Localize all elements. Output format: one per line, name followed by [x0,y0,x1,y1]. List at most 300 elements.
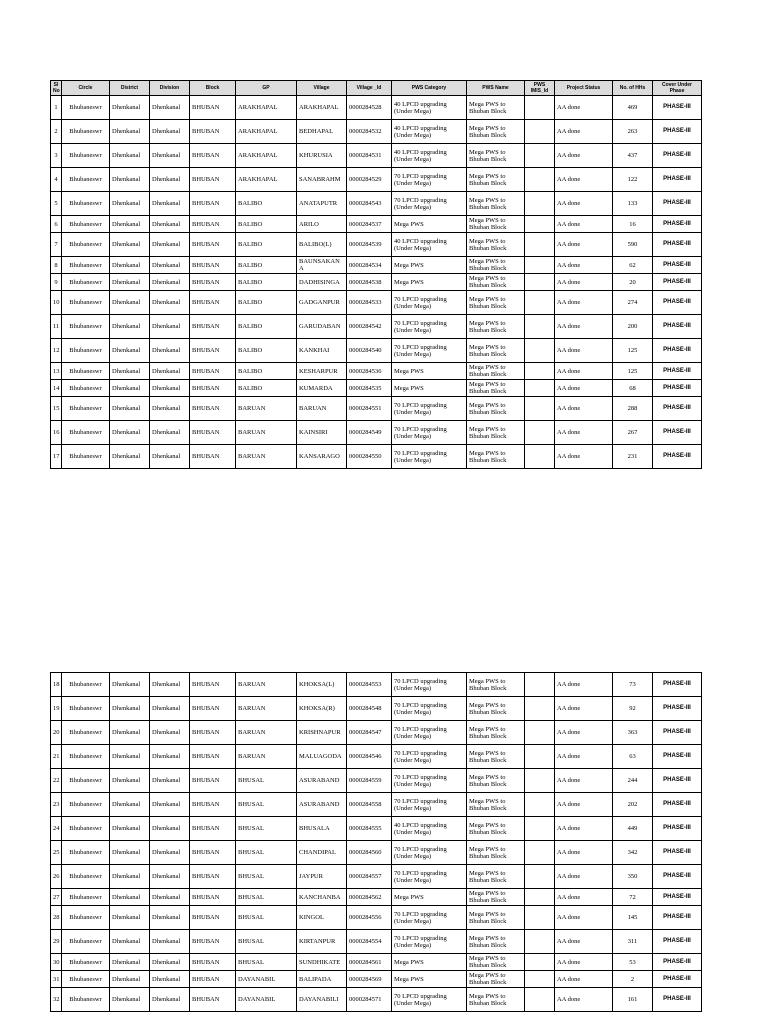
table-row [51,233,702,257]
table-cell: 0000284536 [347,363,392,380]
table-cell: BHUBAN [190,363,236,380]
table-cell: AA done [555,421,613,445]
table-row [51,144,702,168]
table-cell [525,315,555,339]
table-cell [525,988,555,1012]
table-cell: 40 LPCD upgrading (Under Mega) [392,144,467,168]
table-cell: Mega PWS to Bhuban Block [467,257,525,274]
table-cell: Dhenkanal [110,954,150,971]
table-cell: 469 [613,96,653,120]
table-cell: 15 [51,397,62,421]
table-cell: Dhenkanal [110,257,150,274]
table-cell: KINGOL [297,906,347,930]
table-cell [525,817,555,841]
table-cell: 70 LPCD upgrading (Under Mega) [392,865,467,889]
table-cell: BHUBAN [190,291,236,315]
table-cell: Dhenkanal [150,339,190,363]
table-cell: 0000284529 [347,168,392,192]
table-cell: ARAKHAPAL [236,96,297,120]
table-cell [525,363,555,380]
table-cell: BHUBAN [190,988,236,1012]
table-cell: Dhenkanal [110,971,150,988]
table-cell: Dhenkanal [150,315,190,339]
table-cell: 31 [51,971,62,988]
table-cell: AA done [555,841,613,865]
table-cell: Dhenkanal [110,673,150,697]
table-cell [525,865,555,889]
table-cell: Dhenkanal [110,216,150,233]
column-header: Project Status [555,81,613,96]
table-cell: Dhenkanal [110,380,150,397]
table-row [51,745,702,769]
table-cell: KIRTANPUR [297,930,347,954]
table-cell: Dhenkanal [110,769,150,793]
table-cell: 70 LPCD upgrading (Under Mega) [392,315,467,339]
table-cell: Mega PWS to Bhuban Block [467,793,525,817]
table-cell: Mega PWS to Bhuban Block [467,96,525,120]
table-cell: PHASE-III [653,274,702,291]
table-cell: Mega PWS [392,363,467,380]
table-cell: Mega PWS [392,274,467,291]
table-cell: Mega PWS [392,257,467,274]
table-cell: BHUSALA [297,817,347,841]
table-cell: 10 [51,291,62,315]
table-cell: 0000284558 [347,793,392,817]
table-cell: ANATAPUTR [297,192,347,216]
table-cell: BHUBAN [190,721,236,745]
table-cell: PHASE-III [653,291,702,315]
table-cell: Mega PWS to Bhuban Block [467,380,525,397]
table-cell: 449 [613,817,653,841]
table-cell: Dhenkanal [150,697,190,721]
table-cell: 0000284535 [347,380,392,397]
table-cell: AA done [555,291,613,315]
table-cell: Mega PWS to Bhuban Block [467,906,525,930]
table-cell [525,673,555,697]
table-cell: 22 [51,769,62,793]
table-cell: Dhenkanal [110,889,150,906]
table-cell: Dhenkanal [110,930,150,954]
table-cell: PHASE-III [653,769,702,793]
table-cell [525,971,555,988]
table-cell: ARAKHAPAL [236,144,297,168]
table-cell: Dhenkanal [150,841,190,865]
table-cell: Dhenkanal [150,817,190,841]
table-cell: 0000284533 [347,291,392,315]
table-cell: 200 [613,315,653,339]
table-row [51,954,702,971]
table-cell: 92 [613,697,653,721]
table-cell: 18 [51,673,62,697]
table-cell: Bhubaneswr [62,257,110,274]
table-cell: 145 [613,906,653,930]
table-cell: 25 [51,841,62,865]
table-cell: Dhenkanal [150,168,190,192]
table-row [51,865,702,889]
column-header: Division [150,81,190,96]
table-cell: ARAKHAPAL [297,96,347,120]
table-cell: AA done [555,144,613,168]
table-cell: BHUBAN [190,673,236,697]
table-cell: BALIBO [236,216,297,233]
column-header: PWS Name [467,81,525,96]
table-cell: BHUBAN [190,817,236,841]
table-cell: BHUSAL [236,865,297,889]
table-cell: Bhubaneswr [62,697,110,721]
table-cell: Dhenkanal [150,673,190,697]
table-cell: Dhenkanal [150,120,190,144]
table-cell: BHUSAL [236,793,297,817]
table-cell: Bhubaneswr [62,954,110,971]
table-cell [525,954,555,971]
table-cell: Bhubaneswr [62,906,110,930]
table-cell: 0000284543 [347,192,392,216]
table-cell: Dhenkanal [110,144,150,168]
table-cell: 14 [51,380,62,397]
table-cell: PHASE-III [653,988,702,1012]
table-cell [525,421,555,445]
table-cell: Dhenkanal [110,274,150,291]
table-cell: Mega PWS to Bhuban Block [467,315,525,339]
table-cell: 0000284556 [347,906,392,930]
table-cell: Bhubaneswr [62,445,110,469]
table-cell: Bhubaneswr [62,721,110,745]
table-cell: PHASE-III [653,339,702,363]
table-cell: 26 [51,865,62,889]
table-cell [525,745,555,769]
header-row [51,81,702,96]
table-cell: DAYANABIL [236,971,297,988]
table-cell: KANKHAI [297,339,347,363]
table-cell: 0000284562 [347,889,392,906]
table-cell: Mega PWS to Bhuban Block [467,339,525,363]
table-cell: Dhenkanal [110,988,150,1012]
table-cell: BHUBAN [190,769,236,793]
table-cell: PHASE-III [653,421,702,445]
table-cell: 0000284542 [347,315,392,339]
table-cell: 24 [51,817,62,841]
table-cell: Dhenkanal [110,96,150,120]
table-cell: Bhubaneswr [62,817,110,841]
table-cell: DAYANABILI [297,988,347,1012]
table-cell: AA done [555,363,613,380]
table-cell: BHUBAN [190,216,236,233]
table-cell: CHANDIPAL [297,841,347,865]
table-cell: Dhenkanal [150,257,190,274]
table-cell: BARUAN [236,421,297,445]
table-cell: BHUSAL [236,841,297,865]
table-cell: 342 [613,841,653,865]
table-cell: KRISHNAPUR [297,721,347,745]
table-cell [525,144,555,168]
table-cell: Dhenkanal [110,841,150,865]
table-cell: PHASE-III [653,930,702,954]
table-cell [525,274,555,291]
table-cell: PHASE-III [653,817,702,841]
table-cell: BARUAN [297,397,347,421]
table-cell: Dhenkanal [110,168,150,192]
column-header: Block [190,81,236,96]
table-cell: 311 [613,930,653,954]
table-cell: Bhubaneswr [62,216,110,233]
table-cell: Mega PWS [392,380,467,397]
table-cell: Dhenkanal [150,291,190,315]
table-cell: 9 [51,274,62,291]
table-cell: Mega PWS to Bhuban Block [467,769,525,793]
table-cell: Mega PWS to Bhuban Block [467,841,525,865]
table-cell: 17 [51,445,62,469]
table-cell [525,120,555,144]
table-cell: BALIBO(L) [297,233,347,257]
table-cell: KAINSIRI [297,421,347,445]
table-row [51,339,702,363]
table-cell: AA done [555,397,613,421]
table-cell: BHUSAL [236,769,297,793]
table-cell: BHUBAN [190,841,236,865]
table-cell: 70 LPCD upgrading (Under Mega) [392,841,467,865]
table-cell: AA done [555,168,613,192]
table-cell: AA done [555,721,613,745]
table-row [51,817,702,841]
table-cell: Mega PWS [392,216,467,233]
table-cell: Bhubaneswr [62,673,110,697]
table-cell: Dhenkanal [110,817,150,841]
table-cell: 70 LPCD upgrading (Under Mega) [392,673,467,697]
table-cell: AA done [555,120,613,144]
table-cell: BHUBAN [190,745,236,769]
table-cell: BARUAN [236,697,297,721]
table-cell: KHOKSA(L) [297,673,347,697]
table-cell: AA done [555,233,613,257]
table-row [51,988,702,1012]
table-cell: 0000284569 [347,971,392,988]
table-cell: BALIBO [236,233,297,257]
table-cell: Mega PWS to Bhuban Block [467,930,525,954]
table-cell: DAYANABIL [236,988,297,1012]
table-cell: PHASE-III [653,697,702,721]
table-cell: 12 [51,339,62,363]
table-cell: AA done [555,769,613,793]
table-row [51,380,702,397]
table-cell: BALIBO [236,257,297,274]
table-cell: BALIBO [236,380,297,397]
table-cell: Dhenkanal [110,339,150,363]
table-cell [525,192,555,216]
table-row [51,889,702,906]
table-cell: KHURUSIA [297,144,347,168]
table-cell: 53 [613,954,653,971]
table-cell: 70 LPCD upgrading (Under Mega) [392,192,467,216]
table-cell: Dhenkanal [110,865,150,889]
table-cell: Mega PWS to Bhuban Block [467,168,525,192]
table-cell: Bhubaneswr [62,769,110,793]
table-cell: Mega PWS to Bhuban Block [467,865,525,889]
table-cell: Dhenkanal [150,889,190,906]
table-cell: PHASE-III [653,144,702,168]
table-row [51,930,702,954]
table-cell: 4 [51,168,62,192]
table-row [51,793,702,817]
table-cell: 70 LPCD upgrading (Under Mega) [392,769,467,793]
column-header: Cover Under Phase [653,81,702,96]
table-cell: Dhenkanal [110,445,150,469]
table-cell [525,841,555,865]
table-cell: Bhubaneswr [62,380,110,397]
table-cell: Dhenkanal [150,274,190,291]
table-cell: PHASE-III [653,168,702,192]
table-cell: Dhenkanal [110,697,150,721]
table-cell: Mega PWS to Bhuban Block [467,697,525,721]
table-cell: AA done [555,673,613,697]
table-cell: AA done [555,865,613,889]
table-cell: Mega PWS to Bhuban Block [467,721,525,745]
table-cell: MALUAGODA [297,745,347,769]
table-cell: 1 [51,96,62,120]
table-cell: 7 [51,233,62,257]
table-cell: Dhenkanal [150,865,190,889]
table-cell: Dhenkanal [150,397,190,421]
table-cell: 73 [613,673,653,697]
table-cell: SANABRAHM [297,168,347,192]
table-cell: Dhenkanal [150,380,190,397]
table-cell: 0000284561 [347,954,392,971]
table-cell: Dhenkanal [110,291,150,315]
table-cell: 16 [613,216,653,233]
table-cell: BHUBAN [190,96,236,120]
column-header: District [110,81,150,96]
table-cell: 231 [613,445,653,469]
table-cell: 21 [51,745,62,769]
table-cell: Bhubaneswr [62,363,110,380]
table-cell: Bhubaneswr [62,192,110,216]
table-cell: BALIPADA [297,971,347,988]
table-cell: 0000284553 [347,673,392,697]
table-cell: Bhubaneswr [62,930,110,954]
table-cell: Dhenkanal [150,421,190,445]
table-cell: BHUBAN [190,168,236,192]
table-cell: BHUBAN [190,397,236,421]
column-header: GP [236,81,297,96]
table-row [51,673,702,697]
table-row [51,216,702,233]
table-cell: 30 [51,954,62,971]
table-cell: 70 LPCD upgrading (Under Mega) [392,930,467,954]
table-row [51,120,702,144]
table-cell: 0000284538 [347,274,392,291]
table-cell: Mega PWS to Bhuban Block [467,954,525,971]
table-cell: AA done [555,445,613,469]
table-cell: Bhubaneswr [62,793,110,817]
table-cell: 70 LPCD upgrading (Under Mega) [392,697,467,721]
table-row [51,315,702,339]
table-cell: 68 [613,380,653,397]
table-cell: 28 [51,906,62,930]
column-header: Circle [62,81,110,96]
table-cell: Bhubaneswr [62,988,110,1012]
table-cell: 0000284531 [347,144,392,168]
table-cell: Dhenkanal [110,120,150,144]
table-cell: PHASE-III [653,673,702,697]
table-cell: Bhubaneswr [62,274,110,291]
table-cell: GADGANPUR [297,291,347,315]
table-cell: BALIBO [236,363,297,380]
table-cell: Dhenkanal [150,954,190,971]
data-table-part-1 [50,80,702,469]
table-cell: 0000284560 [347,841,392,865]
table-cell: BHUBAN [190,971,236,988]
table-cell: AA done [555,906,613,930]
table-cell: Dhenkanal [110,397,150,421]
table-cell: 125 [613,339,653,363]
table-cell: Mega PWS to Bhuban Block [467,673,525,697]
table-cell [525,445,555,469]
table-cell: Bhubaneswr [62,291,110,315]
table-cell: 70 LPCD upgrading (Under Mega) [392,906,467,930]
table-cell: 63 [613,745,653,769]
table-cell: Dhenkanal [110,421,150,445]
table-cell: ARAKHAPAL [236,168,297,192]
table-cell: BALIBO [236,339,297,363]
table-cell: Mega PWS to Bhuban Block [467,363,525,380]
table-cell: 0000284528 [347,96,392,120]
table-cell [525,96,555,120]
table-cell: Mega PWS to Bhuban Block [467,889,525,906]
table-cell: 19 [51,697,62,721]
column-header: Village [297,81,347,96]
table-cell: 0000284559 [347,769,392,793]
table-cell: Dhenkanal [150,906,190,930]
table-cell: 70 LPCD upgrading (Under Mega) [392,793,467,817]
table-cell: ARILO [297,216,347,233]
table-cell: 161 [613,988,653,1012]
table-cell: KANSARAGO [297,445,347,469]
table-cell: 40 LPCD upgrading (Under Mega) [392,233,467,257]
table-cell: 267 [613,421,653,445]
table-cell: PHASE-III [653,96,702,120]
table-cell: 0000284549 [347,421,392,445]
table-cell: Dhenkanal [150,745,190,769]
table-row [51,192,702,216]
table-cell: Mega PWS to Bhuban Block [467,988,525,1012]
table-cell: PHASE-III [653,192,702,216]
table-cell: 0000284534 [347,257,392,274]
table-cell: AA done [555,988,613,1012]
table-cell: 70 LPCD upgrading (Under Mega) [392,339,467,363]
table-row [51,274,702,291]
table-cell: Mega PWS to Bhuban Block [467,291,525,315]
table-cell: Bhubaneswr [62,168,110,192]
table-cell: PHASE-III [653,216,702,233]
table-cell: BALIBO [236,192,297,216]
table-cell: Bhubaneswr [62,841,110,865]
table-cell: 20 [51,721,62,745]
table-cell: Bhubaneswr [62,233,110,257]
table-cell: PHASE-III [653,793,702,817]
table-cell: Dhenkanal [110,315,150,339]
table-cell: 244 [613,769,653,793]
table-cell [525,793,555,817]
table-cell: Mega PWS to Bhuban Block [467,745,525,769]
column-header: Village _Id [347,81,392,96]
table-cell: BHUBAN [190,257,236,274]
table-cell: BHUSAL [236,954,297,971]
table-cell: Mega PWS to Bhuban Block [467,445,525,469]
table-cell: 437 [613,144,653,168]
table-cell [525,233,555,257]
table-cell: PHASE-III [653,233,702,257]
table-cell [525,697,555,721]
table-cell: AA done [555,339,613,363]
